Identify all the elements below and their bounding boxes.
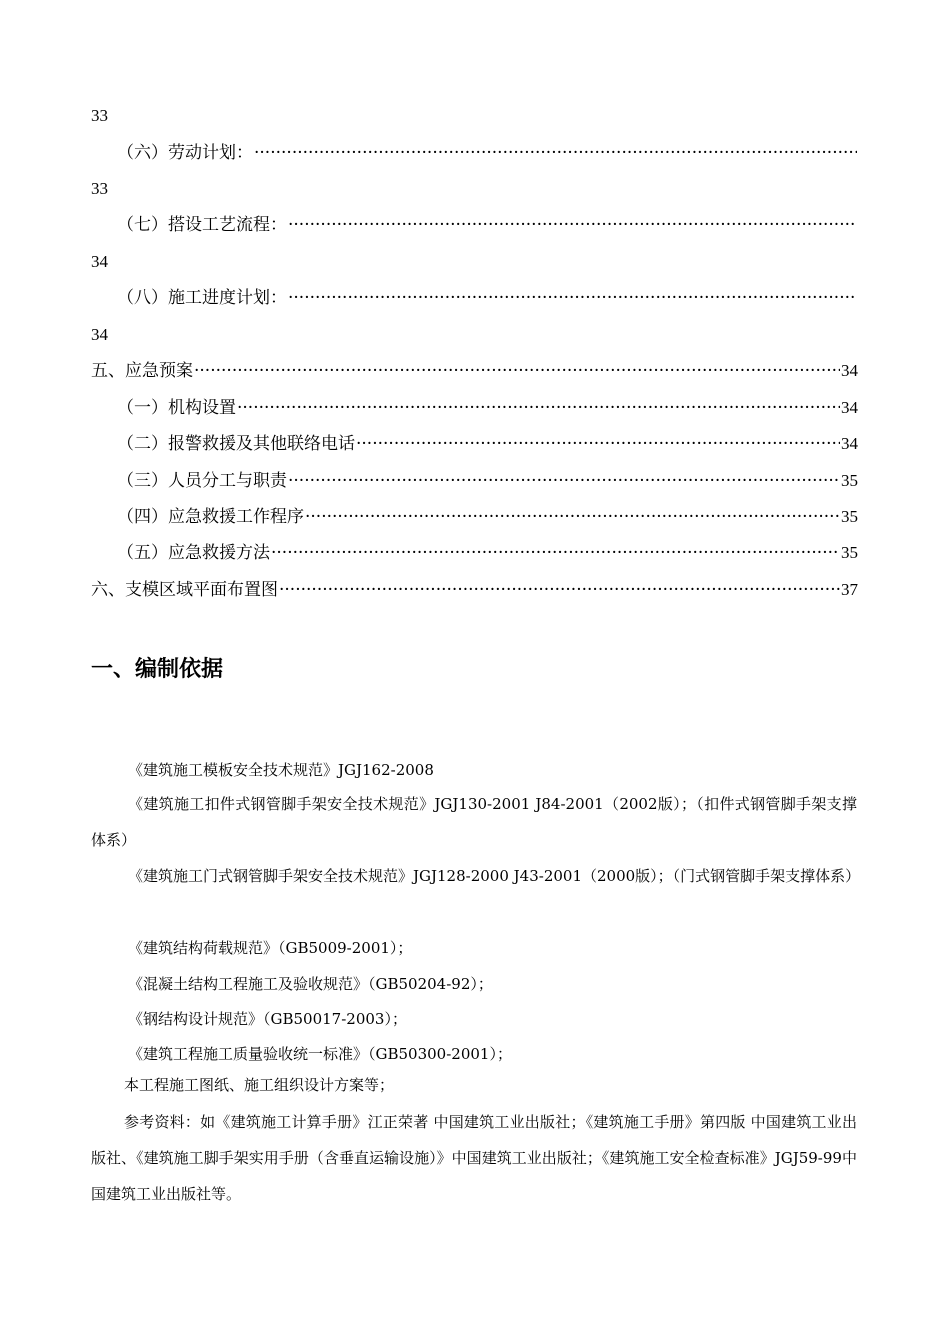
toc-leader-dots [288,212,857,238]
toc-leader-dots [237,395,840,421]
toc-entry-page: 37 [841,580,858,599]
toc-entry-label: （六）劳动计划： [117,143,253,163]
toc-entry-page: 35 [841,471,858,490]
toc-leader-dots [288,468,840,494]
reference-item: 《建筑工程施工质量验收统一标准》（GB50300-2001）； [128,1045,512,1063]
reference-item: 《钢结构设计规范》（GB50017-2003）； [128,1010,407,1028]
reference-item: 《建筑施工模板安全技术规范》JGJ162-2008 [128,761,434,779]
section-heading: 一、编制依据 [91,657,224,682]
toc-leader-dots [356,431,840,457]
toc-page-number: 33 [91,106,108,125]
toc-page-number: 33 [91,179,108,198]
toc-entry-page: 35 [841,507,858,526]
toc-entry[interactable] [117,504,858,530]
reference-item: 《建筑施工门式钢管脚手架安全技术规范》JGJ128-2000 J43-2001（2000版）；（门式钢管脚手架支撑体系） [128,867,861,885]
toc-page-number: 34 [91,325,108,344]
toc-entry[interactable] [117,395,858,421]
toc-entry-label: （四）应急救援工作程序 [117,507,304,527]
toc-entry-label: （七）搭设工艺流程： [117,215,287,235]
toc-entry[interactable] [117,540,858,566]
toc-entry-label: （一）机构设置 [117,398,236,418]
toc-entry[interactable] [91,358,858,384]
toc-entry-label: （三）人员分工与职责 [117,471,287,491]
toc-entry-page: 34 [841,434,858,453]
toc-entry[interactable] [117,431,858,457]
toc-leader-dots [305,504,840,530]
toc-page-number: 34 [91,252,108,271]
toc-entry[interactable] [91,577,858,603]
toc-leader-dots [271,540,840,566]
reference-item: 《建筑结构荷载规范》（GB5009-2001）； [128,939,413,957]
toc-leader-dots [288,285,857,311]
reference-item: 《混凝土结构工程施工及验收规范》（GB50204-92）； [128,975,493,993]
toc-entry-label: （五）应急救援方法 [117,543,270,563]
reference-item: 参考资料：如《建筑施工计算手册》江正荣著 中国建筑工业出版社；《建筑施工手册》第四版 中国建筑工业出版社、《建筑施工脚手架实用手册（含垂直运输设施）》中国建筑工业出版社；《建筑施工安全检查标准》JGJ59-99中国建筑工业出版社等。 [91,1113,857,1203]
toc-entry-page: 34 [841,361,858,380]
toc-leader-dots [194,358,840,384]
toc-entry-label: 六、支模区域平面布置图 [91,580,278,600]
toc-entry-page: 34 [841,398,858,417]
toc-entry-label: （二）报警救援及其他联络电话 [117,434,355,454]
toc-entry[interactable] [117,285,858,311]
toc-entry-label: （八）施工进度计划： [117,288,287,308]
toc-leader-dots [254,140,857,166]
toc-entry[interactable] [117,468,858,494]
toc-entry[interactable] [117,140,858,166]
toc-entry[interactable] [117,212,858,238]
reference-item: 本工程施工图纸、施工组织设计方案等； [124,1076,395,1094]
toc-entry-label: 五、应急预案 [91,361,193,381]
reference-item: 《建筑施工扣件式钢管脚手架安全技术规范》JGJ130-2001 J84-2001（2002版）；（扣件式钢管脚手架支撑体系） [91,795,857,849]
toc-leader-dots [279,577,840,603]
toc-entry-page: 35 [841,543,858,562]
